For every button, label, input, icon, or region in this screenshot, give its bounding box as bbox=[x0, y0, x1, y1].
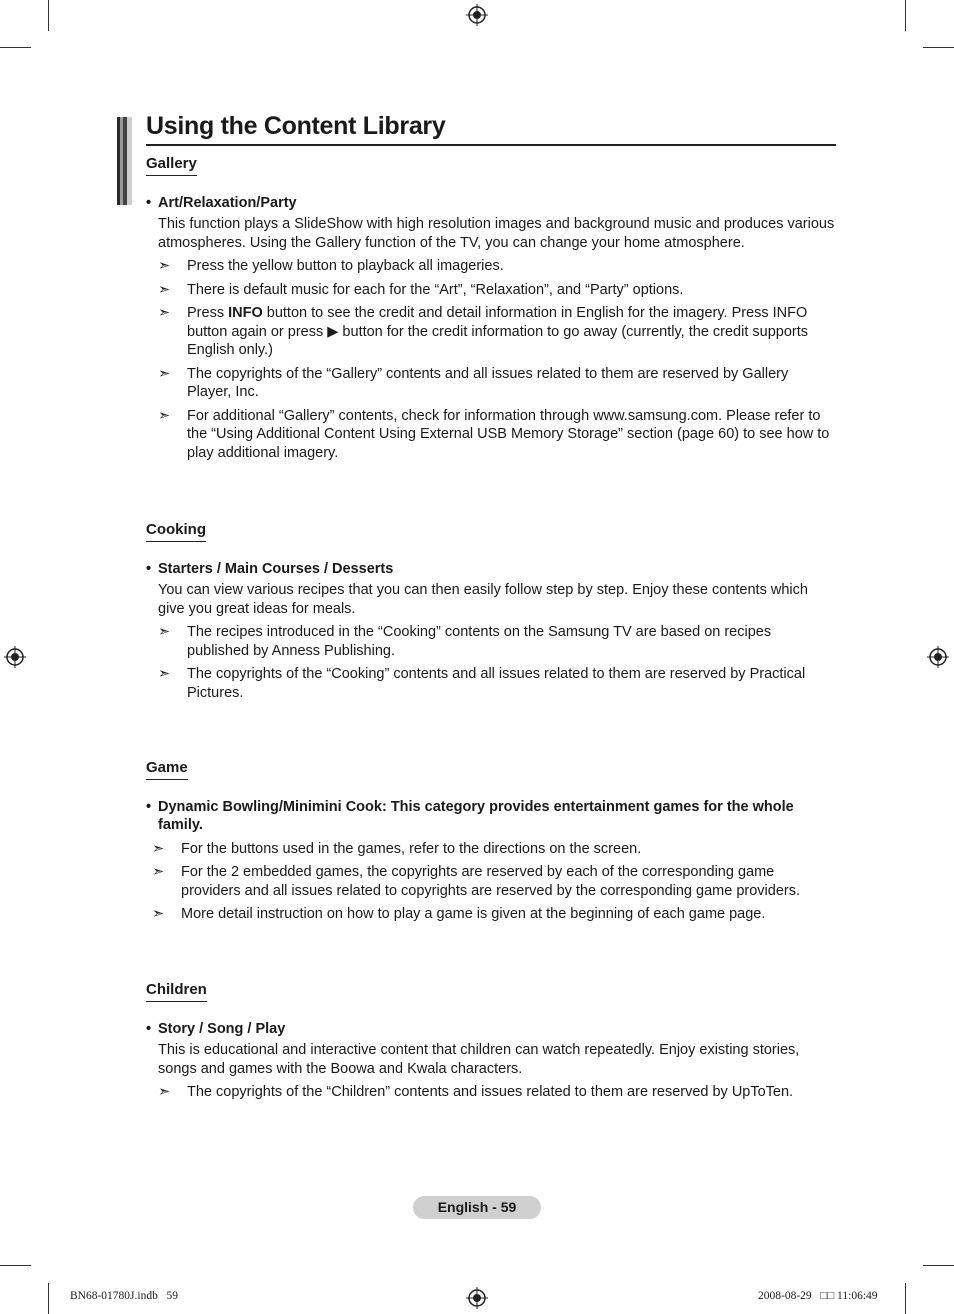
arrow-icon: ➣ bbox=[158, 1084, 171, 1100]
note-item bbox=[146, 281, 836, 300]
note-text: More detail instruction on how to play a game is given at the beginning of each game page. bbox=[181, 906, 766, 922]
crop-mark bbox=[0, 47, 31, 48]
registration-mark-icon bbox=[466, 4, 488, 26]
arrow-icon: ➣ bbox=[158, 365, 171, 382]
crop-mark bbox=[923, 47, 954, 48]
section-cooking bbox=[146, 521, 836, 702]
page-number-badge: English - 59 bbox=[413, 1196, 541, 1219]
crop-mark bbox=[923, 1265, 954, 1266]
note-item bbox=[146, 304, 836, 360]
note-text: The recipes introduced in the “Cooking” contents on the Samsung TV are based on recipes published by Anness Publishing. bbox=[187, 624, 772, 659]
note-text: For the buttons used in the games, refer to the directions on the screen. bbox=[181, 840, 642, 857]
note-item bbox=[146, 365, 836, 402]
note-text: For the 2 embedded games, the copyrights are reserved by each of the corresponding game providers and all issues related to copyrights are reserved by the corresponding game providers. bbox=[181, 864, 800, 899]
print-timestamp: 2008-08-29 □□ 11:06:49 bbox=[758, 1290, 878, 1302]
note-item bbox=[146, 1083, 836, 1102]
arrow-icon: ➣ bbox=[158, 258, 171, 274]
title-underline bbox=[146, 144, 836, 146]
arrow-icon: ➣ bbox=[158, 624, 171, 640]
print-file-info: BN68-01780J.indb 59 bbox=[70, 1290, 178, 1302]
section-heading: Children bbox=[146, 981, 207, 1002]
description: You can view various recipes that you can then easily follow step by step. Enjoy these contents which give you great ideas for meals. bbox=[158, 582, 808, 617]
crop-mark bbox=[48, 0, 49, 31]
arrow-icon: ➣ bbox=[158, 666, 171, 682]
info-button-label: INFO bbox=[228, 305, 263, 321]
note-item bbox=[146, 257, 836, 276]
bullet-item: • Art/Relaxation/Party bbox=[146, 194, 836, 213]
crop-mark bbox=[905, 0, 906, 31]
note-text: Press the yellow button to playback all imageries. bbox=[187, 258, 504, 274]
note-item bbox=[146, 905, 836, 924]
page-title: Using the Content Library bbox=[146, 112, 446, 140]
arrow-icon: ➣ bbox=[152, 840, 165, 857]
section-gallery bbox=[146, 155, 836, 462]
arrow-icon: ➣ bbox=[152, 906, 165, 922]
bullet-item: • Dynamic Bowling/Minimini Cook: This category provides entertainment games for the whole family. bbox=[146, 798, 836, 835]
note-item bbox=[146, 623, 836, 660]
section-heading: Gallery bbox=[146, 155, 197, 176]
note-text: There is default music for each for the “Art”, “Relaxation”, and “Party” options. bbox=[187, 281, 684, 298]
registration-mark-icon bbox=[466, 1287, 488, 1309]
title-accent-bar bbox=[117, 117, 132, 205]
registration-mark-icon bbox=[4, 646, 26, 668]
note-item bbox=[146, 840, 836, 859]
arrow-icon: ➣ bbox=[158, 305, 171, 321]
crop-mark bbox=[905, 1283, 906, 1314]
registration-mark-icon bbox=[927, 646, 949, 668]
bullet-item: • Story / Song / Play bbox=[146, 1020, 836, 1039]
bullet-item: • Starters / Main Courses / Desserts bbox=[146, 560, 836, 579]
crop-mark bbox=[48, 1283, 49, 1314]
note-text: The copyrights of the “Gallery” contents and all issues related to them are reserved by Gallery Player, Inc. bbox=[187, 365, 789, 400]
note-text: button to see the credit and detail information in English for the imagery. Press INFO button again or press ▶ button for the credit information to go away (currently, the credit supports English only.) bbox=[187, 305, 809, 358]
note-text: For additional “Gallery” contents, check for information through www.samsung.com. Please refer to the “Using Additional Content Using External USB Memory Storage” section (page 60) to see how to play additional imagery. bbox=[187, 407, 830, 461]
note-text: The copyrights of the “Cooking” contents and all issues related to them are reserved by Practical Pictures. bbox=[187, 666, 806, 701]
description: This is educational and interactive content that children can watch repeatedly. Enjoy existing stories, songs and games with the Boowa and Kwala characters. bbox=[158, 1042, 800, 1077]
note-item bbox=[146, 665, 836, 702]
arrow-icon: ➣ bbox=[152, 864, 165, 880]
arrow-icon: ➣ bbox=[158, 281, 171, 298]
note-item bbox=[146, 407, 836, 463]
arrow-icon: ➣ bbox=[158, 407, 171, 424]
description: This function plays a SlideShow with high resolution images and background music and produces various atmospheres. Using the Gallery function of the TV, you can change your home atmosphere. bbox=[158, 216, 835, 251]
section-game bbox=[146, 759, 836, 924]
section-heading: Cooking bbox=[146, 521, 206, 542]
note-text: The copyrights of the “Children” contents and issues related to them are reserved by UpToTen. bbox=[187, 1084, 794, 1100]
section-heading: Game bbox=[146, 759, 188, 780]
note-item bbox=[146, 863, 836, 900]
crop-mark bbox=[0, 1265, 31, 1266]
section-children bbox=[146, 981, 836, 1102]
note-text: Press bbox=[187, 305, 229, 321]
